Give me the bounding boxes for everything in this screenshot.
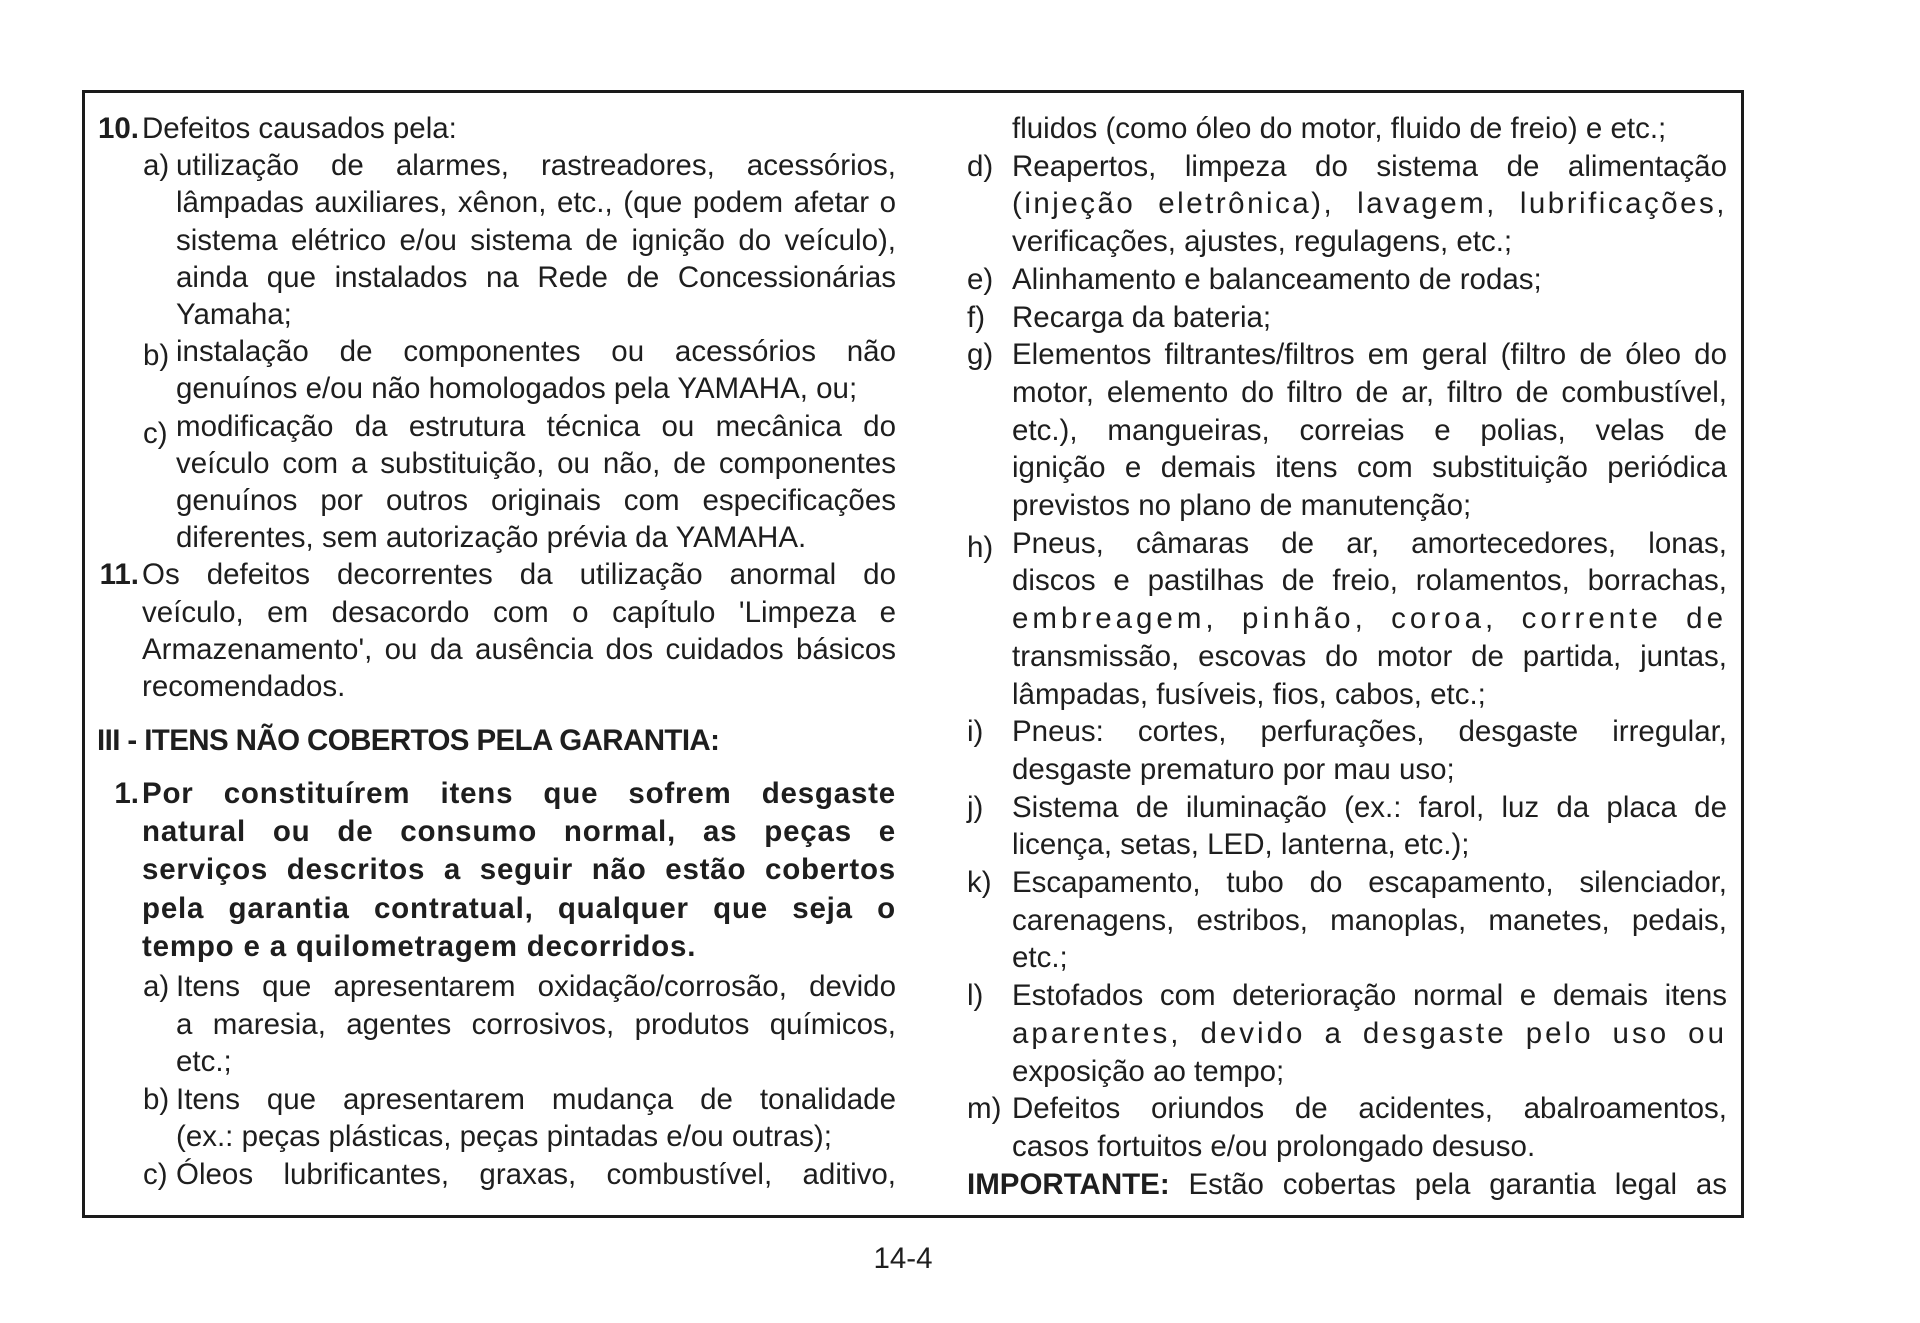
subitem-1b [143, 1081, 896, 1156]
subitem-body [176, 333, 896, 407]
text-line: pela garantia contratual, qualquer que seja o [142, 891, 896, 925]
text-line: genuínos e/ou não homologados pela YAMAHA, ou; [176, 372, 858, 406]
subitem-body [1012, 864, 1727, 977]
subitem-body [1012, 977, 1727, 1090]
text-line: Elementos filtrantes/filtros em geral (filtro de óleo do [1012, 338, 1727, 372]
subitem-f [967, 299, 1727, 337]
subitem-body [1012, 789, 1727, 864]
item-number: 10. [97, 112, 139, 145]
subitem-label: b) [143, 1082, 170, 1116]
subitem-body [176, 1081, 896, 1156]
subitem-body [1012, 299, 1727, 337]
item-10 [97, 110, 896, 147]
subitem-body [1012, 148, 1727, 261]
text-line: carenagens, estribos, manoplas, manetes, pedais, [1012, 903, 1727, 937]
text-line: Yamaha; [176, 298, 292, 332]
text-line: Itens que apresentarem mudança de tonalidade [176, 1082, 896, 1116]
subitem-body [1012, 336, 1727, 525]
page-number: 14-4 [873, 1242, 933, 1275]
subitem-label: d) [967, 149, 994, 183]
subitem-body [176, 968, 896, 1081]
section-heading: III - ITENS NÃO COBERTOS PELA GARANTIA: [97, 724, 720, 758]
subitem-label: h) [967, 530, 994, 564]
item-1-intro [97, 775, 896, 966]
subitem-i [967, 713, 1727, 788]
text-line: ignição e demais itens com substituição periódica [1012, 451, 1727, 485]
text-line: tempo e a quilometragem decorridos. [142, 929, 697, 963]
text-line: utilização de alarmes, rastreadores, acessórios, [176, 149, 896, 183]
text-line: lâmpadas, fusíveis, fios, cabos, etc.; [1012, 677, 1486, 711]
text-line: motor, elemento do filtro de ar, filtro de combustível, [1012, 375, 1727, 409]
text-line: desgaste prematuro por mau uso; [1012, 752, 1455, 786]
subitem-label: j) [967, 790, 984, 824]
subitem-h [967, 525, 1727, 714]
subitem-j [967, 789, 1727, 864]
subitem-label: b) [143, 339, 170, 373]
text-line: lâmpadas auxiliares, xênon, etc., (que podem afetar o [176, 186, 896, 220]
continuation-line: fluidos (como óleo do motor, fluido de freio) e etc.; [1012, 112, 1667, 145]
right-column [967, 110, 1727, 1203]
text-line: Recarga da bateria; [1012, 300, 1272, 334]
subitem-10a [143, 147, 896, 333]
text-line: casos fortuitos e/ou prolongado desuso. [1012, 1129, 1536, 1163]
subitem-l [967, 977, 1727, 1090]
item-number: 11. [99, 558, 139, 592]
item-number: 1. [114, 776, 139, 810]
text-line: embreagem, pinhão, coroa, corrente de [1012, 602, 1727, 636]
text-line: (injeção eletrônica), lavagem, lubrificações, [1012, 187, 1727, 221]
text-line: etc.; [176, 1045, 232, 1079]
text-line: exposição ao tempo; [1012, 1054, 1285, 1088]
subitem-e [967, 261, 1727, 299]
text-line: licença, setas, LED, lanterna, etc.); [1012, 828, 1470, 862]
subitem-label: k) [967, 866, 992, 900]
subitem-label: a) [143, 969, 170, 1003]
subitem-body [176, 1156, 896, 1194]
text-line: veículo com a substituição, ou não, de componentes [176, 446, 896, 480]
text-line: Estofados com deterioração normal e demais itens [1012, 979, 1727, 1013]
important-label: IMPORTANTE: [967, 1167, 1170, 1201]
subitem-body [176, 147, 896, 333]
text-line: aparentes, devido a desgaste pelo uso ou [1012, 1016, 1727, 1050]
subitem-10b [143, 333, 896, 407]
subitem-label: c) [143, 1157, 168, 1191]
text-line: previstos no plano de manutenção; [1012, 489, 1472, 523]
text-line: Pneus, câmaras de ar, amortecedores, lonas, [1012, 526, 1727, 560]
text-line: discos e pastilhas de freio, rolamentos, borrachas, [1012, 564, 1727, 598]
subitem-m [967, 1090, 1727, 1165]
text-line: Itens que apresentarem oxidação/corrosão, devido [176, 969, 896, 1003]
text-line: Armazenamento', ou da ausência dos cuidados básicos [142, 632, 896, 666]
text-line: Reapertos, limpeza do sistema de alimentação [1012, 149, 1727, 183]
subitem-label: i) [967, 715, 984, 749]
item-body [142, 775, 896, 966]
block-items-10-11 [97, 110, 896, 705]
subitem-label: e) [967, 262, 994, 296]
text-line: recomendados. [142, 670, 346, 704]
text-line: verificações, ajustes, regulagens, etc.; [1012, 225, 1513, 259]
text-line: etc.; [1012, 941, 1068, 975]
text-line: natural ou de consumo normal, as peças e [142, 815, 896, 849]
text-line: a maresia, agentes corrosivos, produtos químicos, [176, 1007, 896, 1041]
text-line: instalação de componentes ou acessórios não [176, 335, 896, 369]
text-line: Óleos lubrificantes, graxas, combustível, aditivo, [176, 1157, 896, 1191]
text-line: genuínos por outros originais com especificações [176, 484, 896, 518]
subitem-label: f) [967, 300, 986, 334]
item-body [142, 556, 896, 705]
subitem-body [176, 408, 896, 557]
text-line: transmissão, escovas do motor de partida, juntas, [1012, 639, 1727, 673]
subitem-body [1012, 713, 1727, 788]
text-line: etc.), mangueiras, correias e polias, velas de [1012, 413, 1727, 447]
text-line: Pneus: cortes, perfurações, desgaste irregular, [1012, 715, 1727, 749]
important-note [967, 1166, 1727, 1204]
text-line: Escapamento, tubo do escapamento, silenciador, [1012, 866, 1727, 900]
item-11 [97, 556, 896, 705]
text-line: ainda que instalados na Rede de Concessionárias [176, 260, 896, 294]
text-line: Alinhamento e balanceamento de rodas; [1012, 262, 1542, 296]
important-text: Estão cobertas pela garantia legal as [1188, 1167, 1727, 1201]
text-line: serviços descritos a seguir não estão cobertos [142, 853, 896, 887]
item-title: Defeitos causados pela: [142, 112, 457, 145]
text-line: veículo, em desacordo com o capítulo 'Limpeza e [142, 595, 896, 629]
subitem-body [1012, 261, 1727, 299]
subitem-label: a) [143, 149, 170, 183]
subitem-label: g) [967, 338, 994, 372]
subitem-body [1012, 525, 1727, 714]
text-line: Por constituírem itens que sofrem desgaste [142, 776, 896, 810]
subitem-label: l) [967, 979, 984, 1013]
left-column [97, 110, 896, 1193]
text-line: sistema elétrico e/ou sistema de ignição do veículo), [176, 223, 896, 257]
subitem-k [967, 864, 1727, 977]
text-line: (ex.: peças plásticas, peças pintadas e/ou outras); [176, 1120, 832, 1154]
subitem-label: c) [143, 416, 168, 450]
text-line: diferentes, sem autorização prévia da YAMAHA. [176, 521, 807, 555]
subitem-d [967, 148, 1727, 261]
text-line: Sistema de iluminação (ex.: farol, luz da placa de [1012, 790, 1727, 824]
subitem-label: m) [967, 1092, 1002, 1126]
subitem-body [1012, 1090, 1727, 1165]
subitem-1a [143, 968, 896, 1081]
item-body [142, 110, 896, 147]
subitem-10c [143, 408, 896, 557]
item-1-subitems [97, 968, 896, 1194]
subitem-g [967, 336, 1727, 525]
item-1 [97, 775, 896, 966]
text-line: modificação da estrutura técnica ou mecânica do [176, 409, 896, 443]
text-line: Os defeitos decorrentes da utilização anormal do [142, 558, 896, 592]
subitem-1c [143, 1156, 896, 1194]
text-line: Defeitos oriundos de acidentes, abalroamentos, [1012, 1092, 1727, 1126]
